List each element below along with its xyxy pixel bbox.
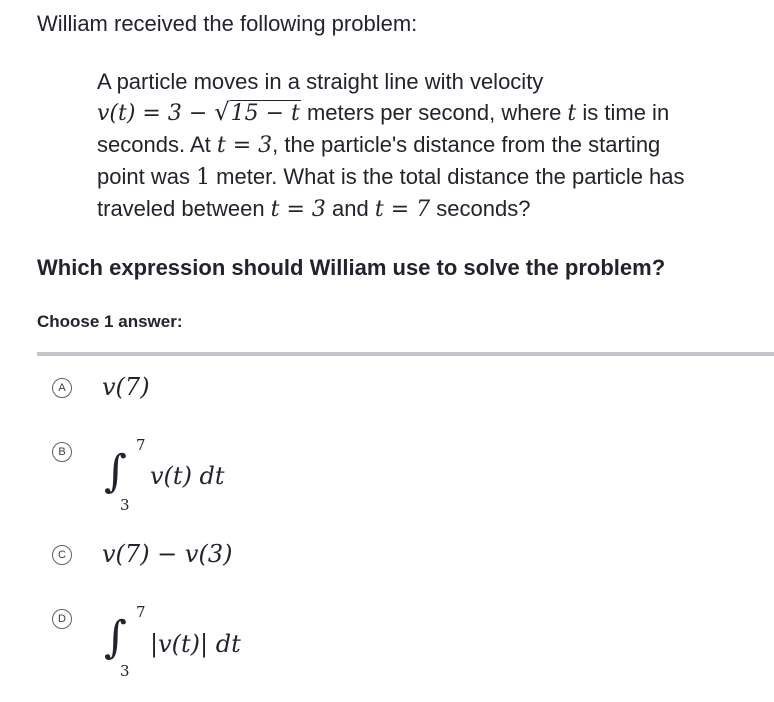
var-t: t xyxy=(567,101,577,126)
problem-line-3b: , the particle's distance from the starting xyxy=(272,132,661,157)
sqrt-body: 15 − t xyxy=(230,101,300,126)
square-root xyxy=(214,97,301,129)
upper-limit: 7 xyxy=(136,436,146,454)
lower-limit: 3 xyxy=(120,662,130,680)
option-b-text: v(t) dt xyxy=(150,462,225,490)
option-d-text: |v(t)| dt xyxy=(150,630,241,658)
choice-letter-a[interactable]: A xyxy=(52,378,72,398)
problem-line-5a: traveled between xyxy=(97,196,271,221)
lower-limit: 3 xyxy=(120,496,130,514)
option-c-text: v(7) − v(3) xyxy=(102,540,233,568)
problem-line-2-end: is time in xyxy=(576,100,670,125)
integral-icon: ∫ xyxy=(104,612,127,663)
intro-text: William received the following problem: xyxy=(37,11,418,36)
divider xyxy=(37,352,774,356)
number-one: 1 xyxy=(196,165,211,190)
question-text: Which expression should William use to solve the problem? xyxy=(37,255,666,280)
choice-letter-b[interactable]: B xyxy=(52,442,72,462)
choice-letter-c[interactable]: C xyxy=(52,545,72,565)
choice-letter-d[interactable]: D xyxy=(52,609,72,629)
problem-line-5b: seconds? xyxy=(430,196,531,221)
t-equals-3: t = 3 xyxy=(216,133,273,158)
problem-line-2-tail: meters per second, where xyxy=(300,100,568,125)
upper-limit: 7 xyxy=(136,603,146,621)
choose-label: Choose 1 answer: xyxy=(37,312,183,331)
option-a-text: v(7) xyxy=(102,373,150,401)
problem-line-4a: point was xyxy=(97,164,197,189)
option-c-expression xyxy=(102,540,232,568)
problem-line-1: A particle moves in a straight line with velocity xyxy=(97,69,544,94)
answer-option-a[interactable] xyxy=(52,373,752,436)
integral-icon: ∫ xyxy=(104,446,127,497)
problem-line-3a: seconds. At xyxy=(97,132,217,157)
answer-option-b[interactable] xyxy=(52,436,752,514)
and-text: and xyxy=(325,196,375,221)
velocity-function: v(t) = 3 − xyxy=(97,101,215,126)
answer-option-d[interactable] xyxy=(52,603,752,680)
problem-line-4b: meter. What is the total distance the particle has xyxy=(210,164,685,189)
option-b-integrand xyxy=(150,462,225,490)
sqrt-icon: √ xyxy=(214,98,230,126)
t-equals-3-second: t = 3 xyxy=(270,197,326,222)
answer-option-c[interactable] xyxy=(52,542,752,602)
problem-statement xyxy=(97,66,757,225)
t-equals-7: t = 7 xyxy=(374,197,431,222)
option-d-integrand xyxy=(150,630,241,658)
option-a-expression xyxy=(102,373,150,401)
